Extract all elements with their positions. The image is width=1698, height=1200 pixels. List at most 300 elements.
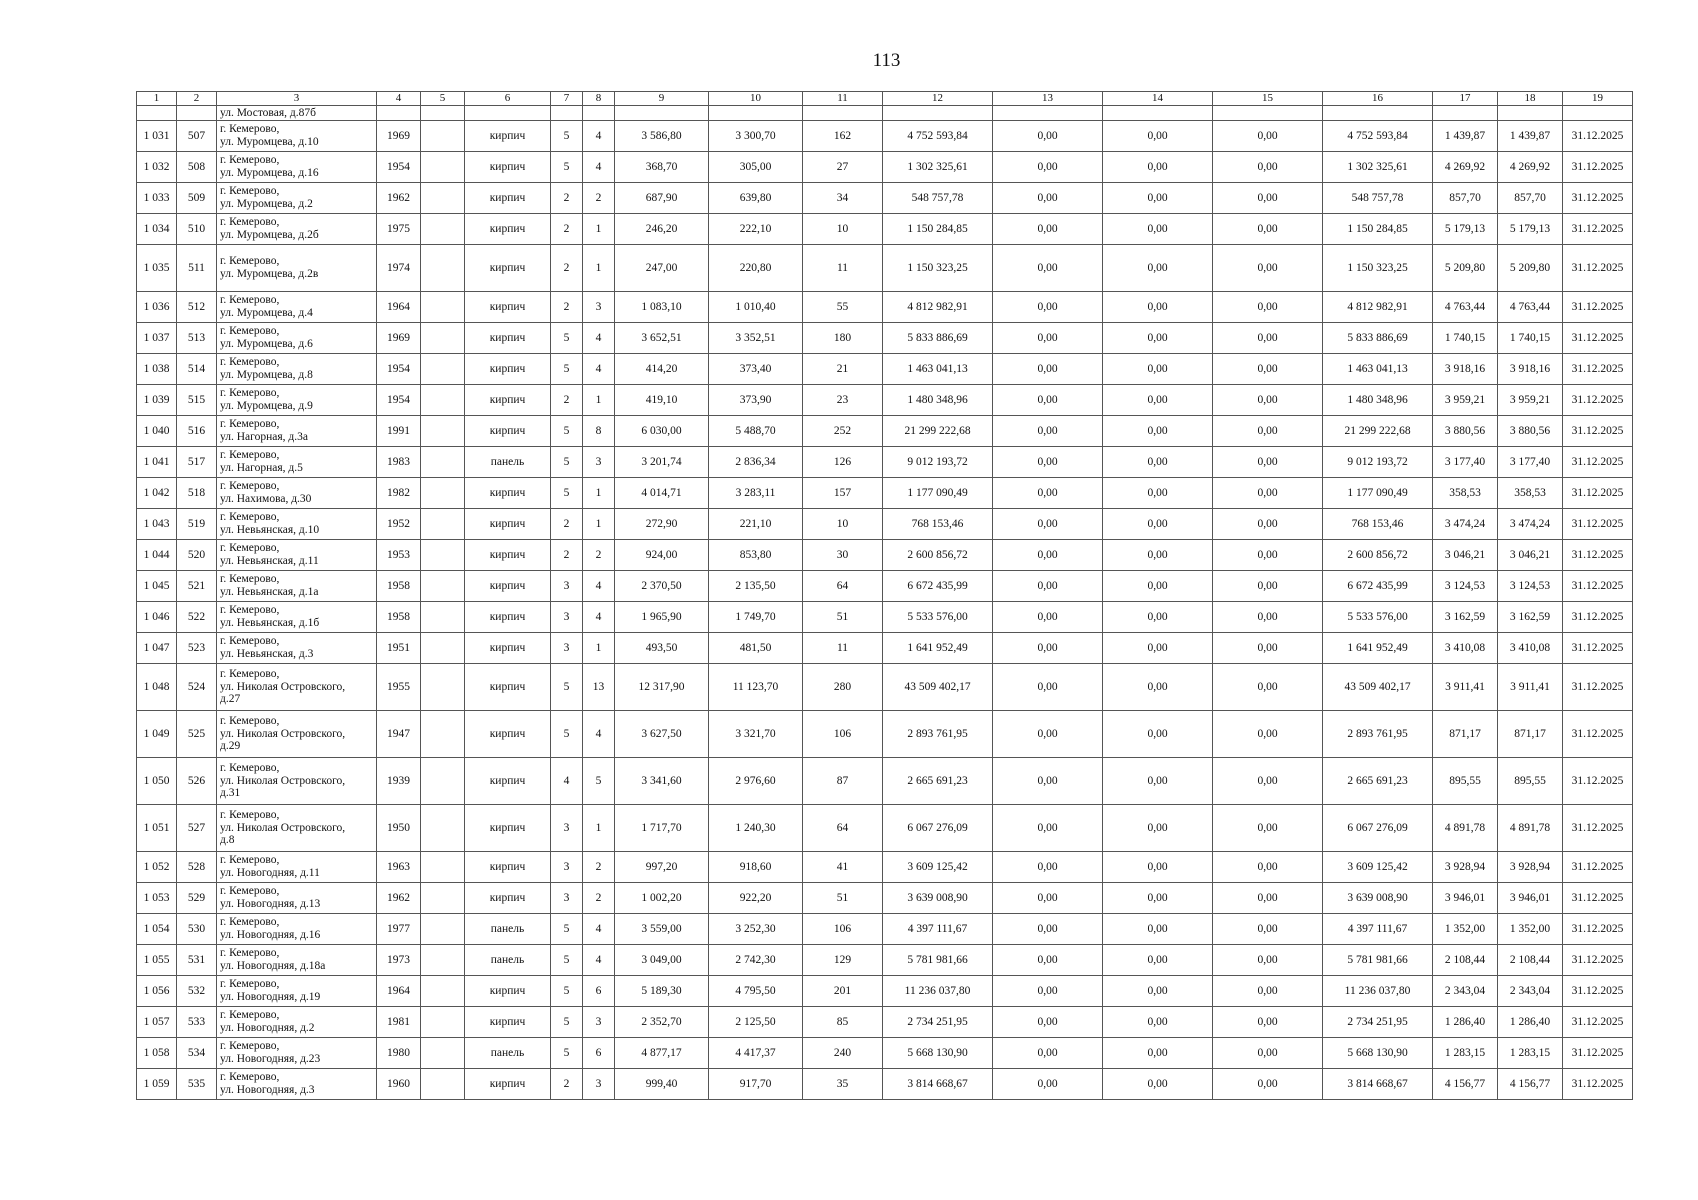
cell-col-9: 1 002,20: [615, 883, 709, 914]
cell-col-9: 3 341,60: [615, 758, 709, 805]
cell-col-11: 51: [803, 883, 883, 914]
cell-col-7: 3: [551, 571, 583, 602]
cell-col-15: 0,00: [1213, 416, 1323, 447]
cell-col-11: 85: [803, 1007, 883, 1038]
cell-col-1: 1 032: [137, 152, 177, 183]
cell-col-10: 221,10: [709, 509, 803, 540]
address-line: г. Кемерово,: [220, 255, 280, 268]
cell-col-1: 1 057: [137, 1007, 177, 1038]
address-line: ул. Невьянская, д.1б: [220, 617, 320, 629]
cell-col-6: кирпич: [465, 121, 551, 152]
address-line: ул. Невьянская, д.1а: [220, 586, 319, 598]
address-cell: [217, 416, 377, 447]
table-row: [137, 1007, 1633, 1038]
cell-col-14: 0,00: [1103, 945, 1213, 976]
cell-col-4: 1954: [377, 152, 421, 183]
cell-col-1: 1 048: [137, 664, 177, 711]
cell-col-6: кирпич: [465, 1007, 551, 1038]
cell-col-19: 31.12.2025: [1563, 1038, 1633, 1069]
cell-col-14: 0,00: [1103, 323, 1213, 354]
table-row: [137, 711, 1633, 758]
cell-col-8: 4: [583, 945, 615, 976]
cell-col-11: 64: [803, 805, 883, 852]
cell-col-1: 1 055: [137, 945, 177, 976]
cell-col-11: 34: [803, 183, 883, 214]
cell-col-10: 917,70: [709, 1069, 803, 1100]
cell-col-6: кирпич: [465, 883, 551, 914]
cell-col-17: 1 286,40: [1433, 1007, 1498, 1038]
cell-col-19: 31.12.2025: [1563, 509, 1633, 540]
cell-col-16: 2 734 251,95: [1323, 1007, 1433, 1038]
cell-col-19: 31.12.2025: [1563, 852, 1633, 883]
cell-col-19: 31.12.2025: [1563, 540, 1633, 571]
cell-col-2: 529: [177, 883, 217, 914]
cell-col-16: 548 757,78: [1323, 183, 1433, 214]
address-line: ул. Новогодняя, д.3: [220, 1084, 315, 1096]
cell-col-1: 1 058: [137, 1038, 177, 1069]
cell-col-19: 31.12.2025: [1563, 602, 1633, 633]
address-line: ул. Николая Островского,: [220, 821, 346, 834]
cell-col-2: 510: [177, 214, 217, 245]
address-cell: [217, 509, 377, 540]
cell-col-13: 0,00: [993, 416, 1103, 447]
cell-col-1: 1 031: [137, 121, 177, 152]
cell-col-19: 31.12.2025: [1563, 416, 1633, 447]
cell-col-17: 3 162,59: [1433, 602, 1498, 633]
cell-col-5: [421, 883, 465, 914]
cell-col-11: 30: [803, 540, 883, 571]
cell-col-12: 768 153,46: [883, 509, 993, 540]
cell-col-14: 0,00: [1103, 447, 1213, 478]
cell-col-17: 857,70: [1433, 183, 1498, 214]
cell-col-16: 2 893 761,95: [1323, 711, 1433, 758]
cell-col-2: 518: [177, 478, 217, 509]
cell-col-13: 0,00: [993, 183, 1103, 214]
cell-col-15: 0,00: [1213, 447, 1323, 478]
table-row: [137, 385, 1633, 416]
cell-col-2: 515: [177, 385, 217, 416]
cell-col-4: 1969: [377, 121, 421, 152]
cell-col-4: 1980: [377, 1038, 421, 1069]
column-header-9: 9: [615, 92, 709, 106]
cell-col-14: 0,00: [1103, 385, 1213, 416]
cell-col-10: 3 321,70: [709, 711, 803, 758]
cell-col-10: 305,00: [709, 152, 803, 183]
cell-col-15: 0,00: [1213, 883, 1323, 914]
cell-col-12: 5 781 981,66: [883, 945, 993, 976]
cell-col-12: 6 067 276,09: [883, 805, 993, 852]
cell-col-12: 1 150 323,25: [883, 245, 993, 292]
cell-col-11: 201: [803, 976, 883, 1007]
cell-col-18: 3 928,94: [1498, 852, 1563, 883]
cell-col-10: 639,80: [709, 183, 803, 214]
cell-col-19: 31.12.2025: [1563, 758, 1633, 805]
cell-col-19: 31.12.2025: [1563, 292, 1633, 323]
cell-col-11: 240: [803, 1038, 883, 1069]
cell-col-16: 3 814 668,67: [1323, 1069, 1433, 1100]
cell-col-12: 5 833 886,69: [883, 323, 993, 354]
cell-col-16: 43 509 402,17: [1323, 664, 1433, 711]
cell-col-4: 1964: [377, 292, 421, 323]
address-cell: [217, 805, 377, 852]
cell-col-5: [421, 292, 465, 323]
cell-col-16: 1 302 325,61: [1323, 152, 1433, 183]
cell-col-11: 280: [803, 664, 883, 711]
cell-col-18: 3 177,40: [1498, 447, 1563, 478]
cell-col-14: 0,00: [1103, 478, 1213, 509]
cell-col-15: 0,00: [1213, 478, 1323, 509]
address-line: ул. Нагорная, д.5: [220, 462, 303, 474]
address-line: г. Кемерово,: [220, 635, 280, 648]
address-line: д.27: [220, 693, 241, 706]
cell-col-9: 493,50: [615, 633, 709, 664]
cell-col-14: 0,00: [1103, 1069, 1213, 1100]
cell-col-11: 27: [803, 152, 883, 183]
cell-col-10: 1 749,70: [709, 602, 803, 633]
cell-col-12: 6 672 435,99: [883, 571, 993, 602]
cell-col-8: 13: [583, 664, 615, 711]
column-header-7: 7: [551, 92, 583, 106]
cell-col-12: 5 533 576,00: [883, 602, 993, 633]
cell-col-5: [421, 805, 465, 852]
cell-col-1: 1 047: [137, 633, 177, 664]
cell-col-19: 31.12.2025: [1563, 633, 1633, 664]
cell-col-17: 3 124,53: [1433, 571, 1498, 602]
cell-col-5: [421, 214, 465, 245]
cell-col-5: [421, 509, 465, 540]
cell-col-7: 2: [551, 183, 583, 214]
cell-col-17: 2 108,44: [1433, 945, 1498, 976]
cell-col-18: 3 911,41: [1498, 664, 1563, 711]
address-line: г. Кемерово,: [220, 808, 280, 821]
cell-col-8: 1: [583, 385, 615, 416]
cell-col-8: 4: [583, 914, 615, 945]
cell-col-16: 21 299 222,68: [1323, 416, 1433, 447]
address-cell: [217, 478, 377, 509]
cell-col-8: 2: [583, 852, 615, 883]
cell-col-19: 31.12.2025: [1563, 883, 1633, 914]
cell-col-7: 2: [551, 540, 583, 571]
cell-col-4: 1975: [377, 214, 421, 245]
cell-col-14: 0,00: [1103, 245, 1213, 292]
table-row: [137, 1038, 1633, 1069]
cell-col-15: 0,00: [1213, 633, 1323, 664]
cell-col-17: 1 439,87: [1433, 121, 1498, 152]
cell-col-7: 5: [551, 323, 583, 354]
table-row: [137, 945, 1633, 976]
cell-col-8: 1: [583, 633, 615, 664]
cell-col-9: 4 014,71: [615, 478, 709, 509]
table-row: [137, 323, 1633, 354]
cell-col-5: [421, 323, 465, 354]
cell-col-13: 0,00: [993, 664, 1103, 711]
address-cell: [217, 664, 377, 711]
address-cell: [217, 540, 377, 571]
cell-col-6: кирпич: [465, 602, 551, 633]
column-header-14: 14: [1103, 92, 1213, 106]
table-row: [137, 976, 1633, 1007]
cell-col-10: 373,40: [709, 354, 803, 385]
address-cell: [217, 711, 377, 758]
cell-col-5: [421, 914, 465, 945]
address-cell: [217, 323, 377, 354]
cell-col-1: 1 045: [137, 571, 177, 602]
cell-col-4: 1963: [377, 852, 421, 883]
cell-col-10: 3 352,51: [709, 323, 803, 354]
table-row: [137, 540, 1633, 571]
cell-col-8: 4: [583, 602, 615, 633]
cell-col-7: 2: [551, 385, 583, 416]
address-line: г. Кемерово,: [220, 947, 280, 960]
cell-col-10: 853,80: [709, 540, 803, 571]
cell-col-8: 2: [583, 883, 615, 914]
cell-col-15: 0,00: [1213, 945, 1323, 976]
cell-col-17: 4 891,78: [1433, 805, 1498, 852]
address-line: ул. Новогодняя, д.23: [220, 1053, 321, 1065]
cell-col-15: 0,00: [1213, 914, 1323, 945]
cell-col-8: 3: [583, 1007, 615, 1038]
address-line: г. Кемерово,: [220, 573, 280, 586]
cell-col-5: [421, 540, 465, 571]
column-header-16: 16: [1323, 92, 1433, 106]
cell-col-18: 895,55: [1498, 758, 1563, 805]
cell-col-10: 2 125,50: [709, 1007, 803, 1038]
cell-col-4: 1958: [377, 571, 421, 602]
cell-col-8: 4: [583, 121, 615, 152]
cell-col-15: 0,00: [1213, 183, 1323, 214]
cell-col-8: 1: [583, 509, 615, 540]
cell-col-6: кирпич: [465, 711, 551, 758]
address-line: г. Кемерово,: [220, 1009, 280, 1022]
cell-col-9: 3 627,50: [615, 711, 709, 758]
cell-col-1: 1 040: [137, 416, 177, 447]
cell-col-17: 2 343,04: [1433, 976, 1498, 1007]
cell-col-10: 220,80: [709, 245, 803, 292]
address-line: ул. Новогодняя, д.13: [220, 898, 321, 910]
cell-col-8: 4: [583, 354, 615, 385]
column-header-15: 15: [1213, 92, 1323, 106]
cell-col-14: 0,00: [1103, 852, 1213, 883]
address-cell: [217, 292, 377, 323]
cell-col-16: 4 397 111,67: [1323, 914, 1433, 945]
cell-col-18: 1 352,00: [1498, 914, 1563, 945]
table-row: [137, 602, 1633, 633]
cell-col-16: 4 752 593,84: [1323, 121, 1433, 152]
cell-col-19: 31.12.2025: [1563, 214, 1633, 245]
cell-col-15: 0,00: [1213, 1007, 1323, 1038]
address-cell: [217, 121, 377, 152]
cell-col-14: 0,00: [1103, 121, 1213, 152]
address-cell: [217, 1069, 377, 1100]
cell-col-9: 2 370,50: [615, 571, 709, 602]
cell-col-19: 31.12.2025: [1563, 323, 1633, 354]
address-line: г. Кемерово,: [220, 604, 280, 617]
cell-col-4: 1977: [377, 914, 421, 945]
cell-col-13: 0,00: [993, 945, 1103, 976]
cell-col-10: 4 795,50: [709, 976, 803, 1007]
cell-col-9: 1 083,10: [615, 292, 709, 323]
cell-col-6: кирпич: [465, 571, 551, 602]
cell-col-17: 3 410,08: [1433, 633, 1498, 664]
cell-col-4: 1954: [377, 385, 421, 416]
cell-col-13: 0,00: [993, 540, 1103, 571]
cell-col-14: 0,00: [1103, 540, 1213, 571]
address-line: ул. Невьянская, д.11: [220, 555, 319, 567]
address-cell: [217, 852, 377, 883]
cell-col-10: 11 123,70: [709, 664, 803, 711]
cell-col-2: 509: [177, 183, 217, 214]
cell-col-5: [421, 183, 465, 214]
cell-col-1: 1 041: [137, 447, 177, 478]
column-header-12: 12: [883, 92, 993, 106]
address-line: г. Кемерово,: [220, 542, 280, 555]
cell-col-5: [421, 1069, 465, 1100]
cell-col-10: 922,20: [709, 883, 803, 914]
cell-col-16: 6 067 276,09: [1323, 805, 1433, 852]
address-line: г. Кемерово,: [220, 449, 280, 462]
address-line: д.29: [220, 740, 241, 753]
cell-col-9: 3 049,00: [615, 945, 709, 976]
cell-col-19: 31.12.2025: [1563, 183, 1633, 214]
cell-col-6: кирпич: [465, 540, 551, 571]
cell-col-8: 3: [583, 292, 615, 323]
cell-col-4: 1974: [377, 245, 421, 292]
cell-col-12: 4 752 593,84: [883, 121, 993, 152]
cell-col-4: 1955: [377, 664, 421, 711]
address-line: ул. Новогодняя, д.19: [220, 991, 321, 1003]
cell-col-7: 5: [551, 121, 583, 152]
cell-col-10: 918,60: [709, 852, 803, 883]
cell-col-4: 1939: [377, 758, 421, 805]
cell-col-8: 6: [583, 1038, 615, 1069]
cell-col-14: 0,00: [1103, 152, 1213, 183]
cell-col-10: 2 135,50: [709, 571, 803, 602]
cell-col-18: 1 439,87: [1498, 121, 1563, 152]
cell-col-13: 0,00: [993, 447, 1103, 478]
address-cell: [217, 976, 377, 1007]
cell-col-8: 1: [583, 245, 615, 292]
cell-col-1: 1 036: [137, 292, 177, 323]
cell-col-11: 129: [803, 945, 883, 976]
address-line: ул. Муромцева, д.2б: [220, 229, 319, 241]
cell-col-11: 11: [803, 245, 883, 292]
column-header-6: 6: [465, 92, 551, 106]
cell-col-11: 41: [803, 852, 883, 883]
cell-col-9: 3 559,00: [615, 914, 709, 945]
cell-col-9: 3 652,51: [615, 323, 709, 354]
cell-col-13: 0,00: [993, 1069, 1103, 1100]
column-header-19: 19: [1563, 92, 1633, 106]
cell-col-16: 1 177 090,49: [1323, 478, 1433, 509]
cell-col-11: 157: [803, 478, 883, 509]
cell-col-1: 1 059: [137, 1069, 177, 1100]
cell-col-2: 531: [177, 945, 217, 976]
cell-col-11: 87: [803, 758, 883, 805]
cell-col-12: 21 299 222,68: [883, 416, 993, 447]
cell-col-4: 1953: [377, 540, 421, 571]
cell-col-1: 1 043: [137, 509, 177, 540]
cell-col-4: 1947: [377, 711, 421, 758]
cell-col-6: кирпич: [465, 664, 551, 711]
cell-col-9: 687,90: [615, 183, 709, 214]
cell-col-15: 0,00: [1213, 121, 1323, 152]
address-cell: [217, 152, 377, 183]
address-cell: [217, 945, 377, 976]
cell-col-13: 0,00: [993, 354, 1103, 385]
cell-col-12: 11 236 037,80: [883, 976, 993, 1007]
address-line: ул. Нагорная, д.3а: [220, 431, 308, 443]
cell-col-19: 31.12.2025: [1563, 914, 1633, 945]
cell-col-15: 0,00: [1213, 354, 1323, 385]
cell-col-4: 1951: [377, 633, 421, 664]
address-cell: [217, 245, 377, 292]
cell-col-18: 857,70: [1498, 183, 1563, 214]
cell-col-18: 3 046,21: [1498, 540, 1563, 571]
continued-row: [137, 106, 1633, 121]
cell-col-7: 3: [551, 805, 583, 852]
cell-col-17: 3 046,21: [1433, 540, 1498, 571]
cell-col-1: 1 049: [137, 711, 177, 758]
address-line: г. Кемерово,: [220, 216, 280, 229]
cell-col-2: 534: [177, 1038, 217, 1069]
cell-col-12: 1 641 952,49: [883, 633, 993, 664]
cell-col-19: 31.12.2025: [1563, 571, 1633, 602]
cell-col-11: 64: [803, 571, 883, 602]
address-line: ул. Новогодняя, д.16: [220, 929, 321, 941]
cell-col-13: 0,00: [993, 1007, 1103, 1038]
cell-col-7: 3: [551, 602, 583, 633]
cell-col-17: 3 959,21: [1433, 385, 1498, 416]
table-row: [137, 214, 1633, 245]
address-line: г. Кемерово,: [220, 714, 280, 727]
cell-col-12: 1 463 041,13: [883, 354, 993, 385]
table-row: [137, 509, 1633, 540]
address-cell: [217, 183, 377, 214]
cell-col-11: 51: [803, 602, 883, 633]
cell-col-7: 5: [551, 447, 583, 478]
cell-col-2: 517: [177, 447, 217, 478]
cell-col-12: 2 600 856,72: [883, 540, 993, 571]
address-line: г. Кемерово,: [220, 325, 280, 338]
cell-col-4: 1958: [377, 602, 421, 633]
cell-col-2: 526: [177, 758, 217, 805]
cell-col-15: 0,00: [1213, 540, 1323, 571]
cell-col-12: 5 668 130,90: [883, 1038, 993, 1069]
cell-col-15: 0,00: [1213, 292, 1323, 323]
table-row: [137, 805, 1633, 852]
cell-col-18: 2 108,44: [1498, 945, 1563, 976]
cell-col-5: [421, 416, 465, 447]
address-line: ул. Муромцева, д.9: [220, 400, 313, 412]
cell-col-8: 6: [583, 976, 615, 1007]
cell-col-18: 4 269,92: [1498, 152, 1563, 183]
cell-col-15: 0,00: [1213, 509, 1323, 540]
address-cell: [217, 914, 377, 945]
column-header-2: 2: [177, 92, 217, 106]
address-line: ул. Николая Островского,: [220, 727, 346, 740]
address-line: ул. Муромцева, д.8: [220, 369, 313, 381]
cell-col-5: [421, 758, 465, 805]
cell-col-16: 5 668 130,90: [1323, 1038, 1433, 1069]
cell-col-11: 162: [803, 121, 883, 152]
table-row: [137, 571, 1633, 602]
cell-col-1: 1 033: [137, 183, 177, 214]
cell-col-16: 5 833 886,69: [1323, 323, 1433, 354]
cell-col-15: 0,00: [1213, 758, 1323, 805]
cell-col-12: 4 812 982,91: [883, 292, 993, 323]
address-line: г. Кемерово,: [220, 123, 280, 136]
cell-col-13: 0,00: [993, 292, 1103, 323]
